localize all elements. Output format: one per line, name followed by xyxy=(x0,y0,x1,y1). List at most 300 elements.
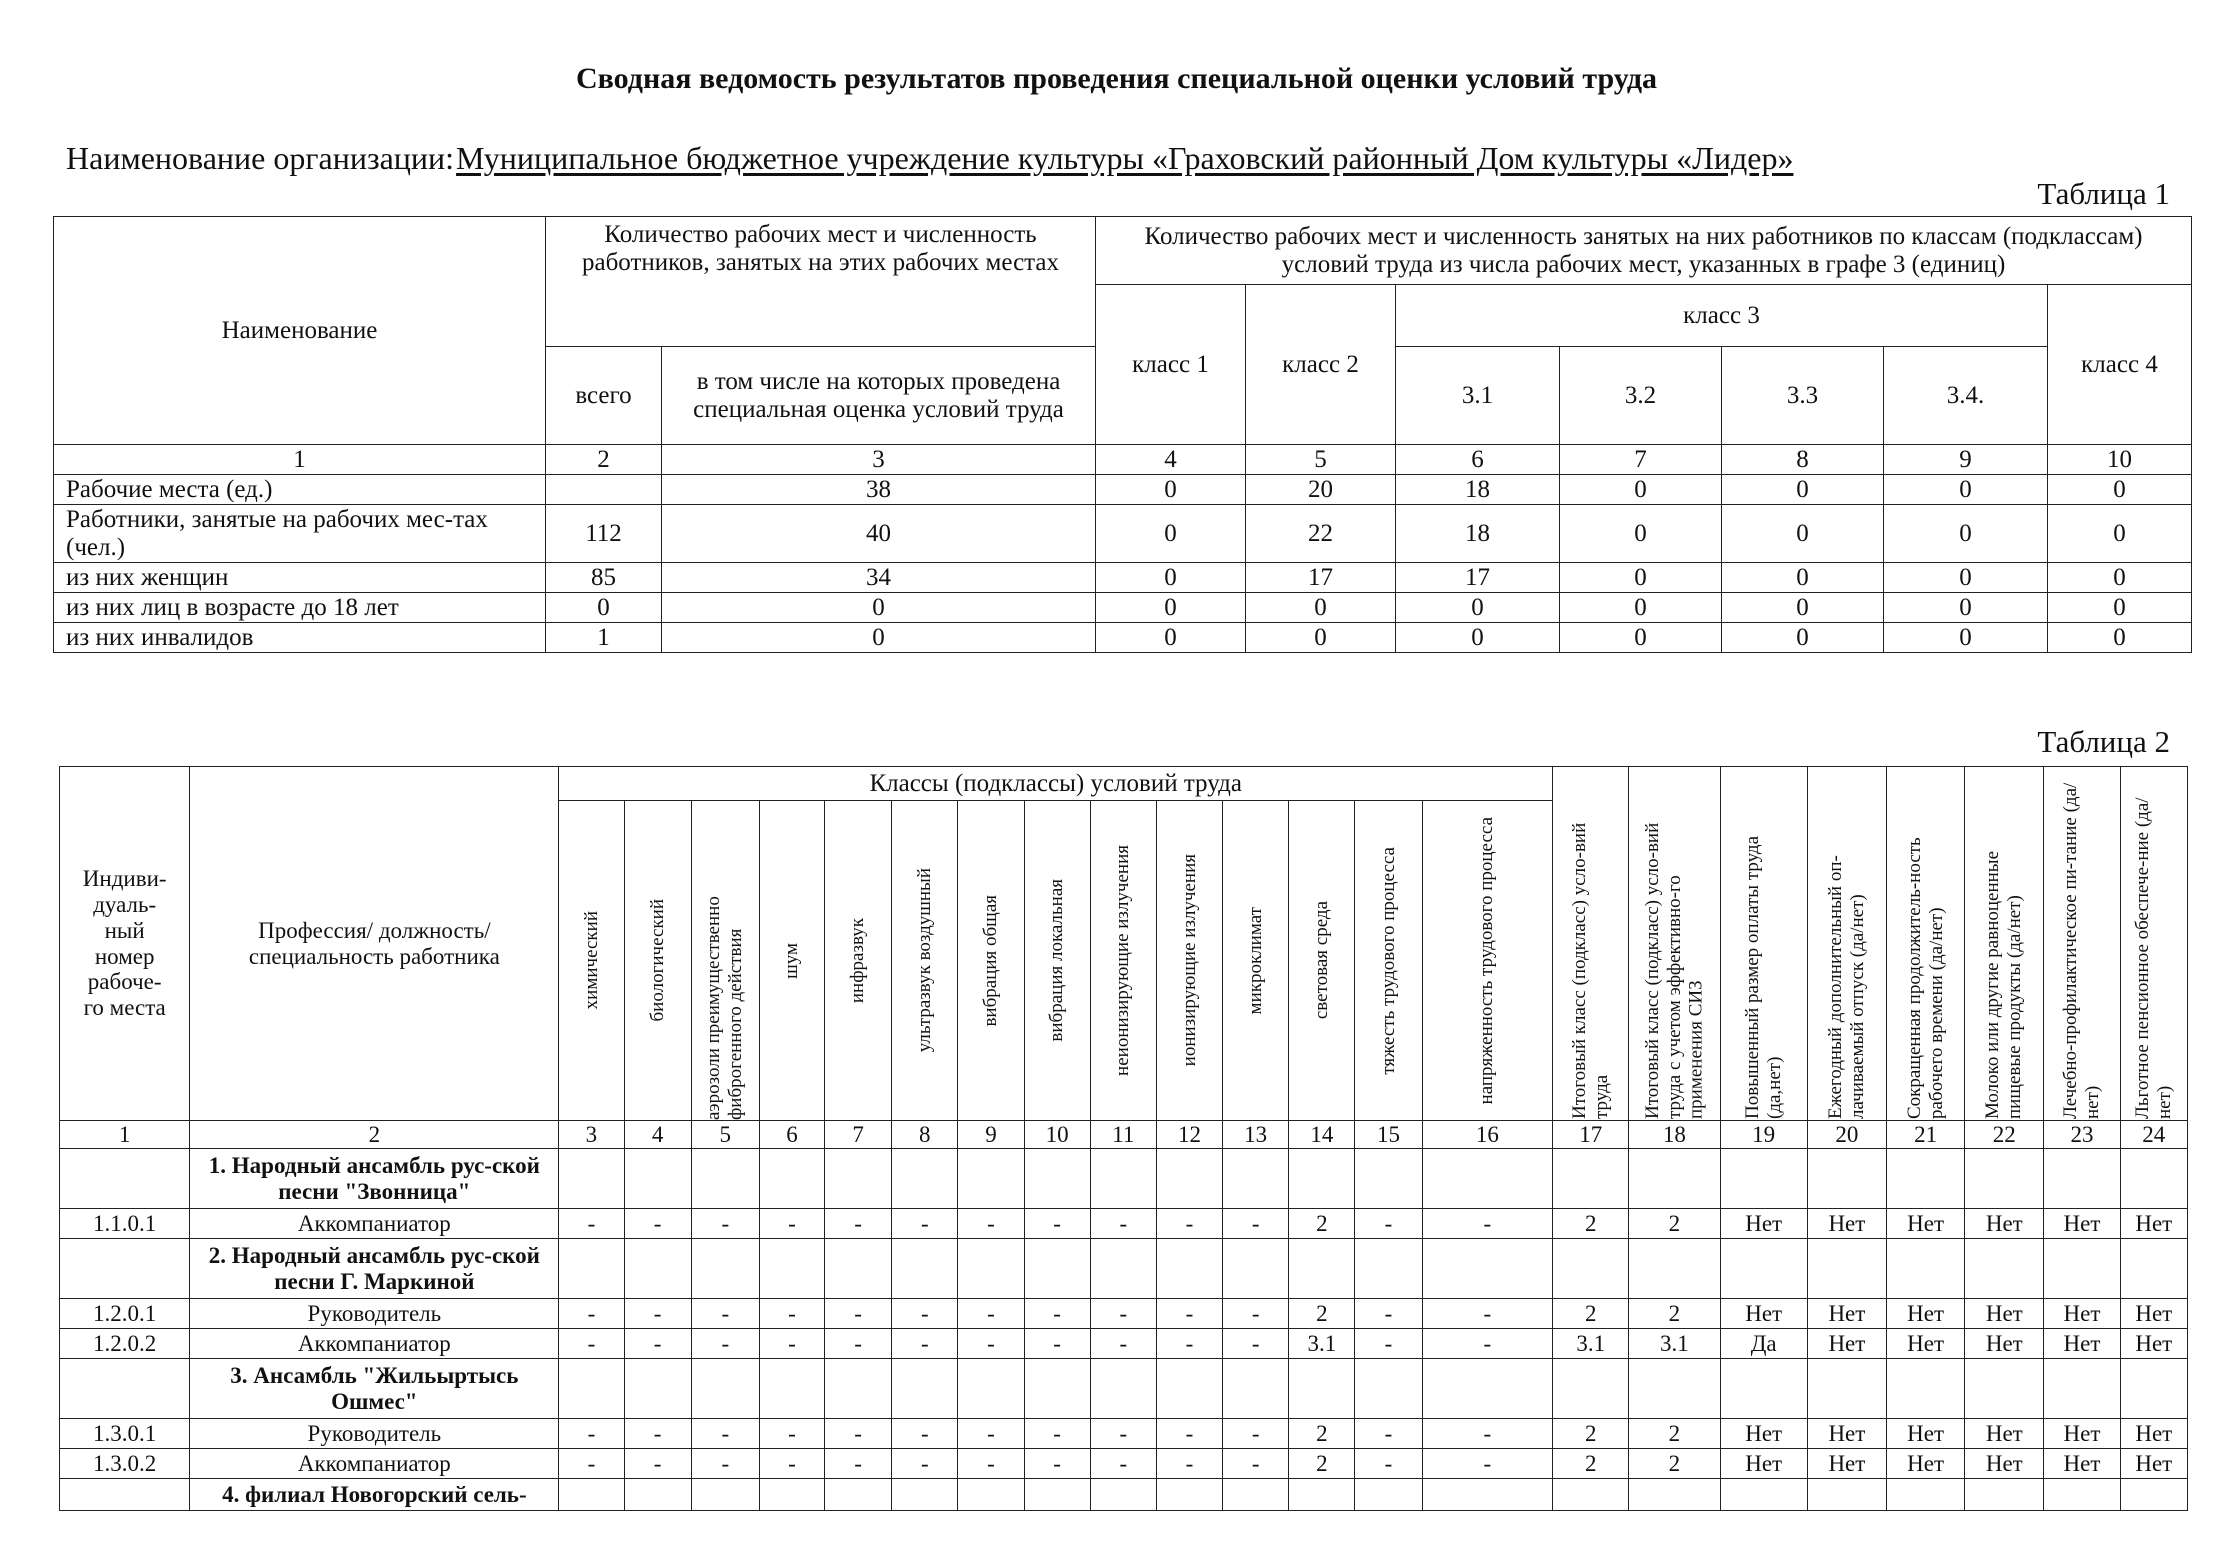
column-number: 10 xyxy=(2048,445,2192,475)
factor-header xyxy=(1289,801,1355,1121)
section-row xyxy=(60,1359,2188,1419)
table-cell-empty xyxy=(2044,1239,2120,1299)
table-cell-empty xyxy=(1024,1239,1090,1299)
table-cell: Нет xyxy=(1720,1299,1807,1329)
table-cell: - xyxy=(624,1329,691,1359)
table-cell: - xyxy=(1090,1449,1156,1479)
table-cell-empty xyxy=(624,1359,691,1419)
column-number: 1 xyxy=(60,1121,190,1149)
table-cell-empty xyxy=(1553,1479,1629,1511)
table-cell: 2 xyxy=(1629,1419,1720,1449)
table-cell: Нет xyxy=(1886,1299,1964,1329)
header-extra-vacation xyxy=(1807,767,1886,1121)
column-number: 1 xyxy=(54,445,546,475)
factor-header xyxy=(1024,801,1090,1121)
column-number: 8 xyxy=(892,1121,958,1149)
factor-header xyxy=(892,801,958,1121)
table-cell: 0 xyxy=(2048,475,2192,505)
factor-header-text: ионизирующие излучения xyxy=(1178,854,1200,1067)
table-cell: - xyxy=(958,1419,1024,1449)
column-number: 9 xyxy=(1884,445,2048,475)
header-preferential-pension xyxy=(2120,767,2187,1121)
table-cell-empty xyxy=(1553,1149,1629,1209)
table-cell: 2 xyxy=(1553,1209,1629,1239)
column-number: 12 xyxy=(1156,1121,1222,1149)
table-cell: - xyxy=(624,1449,691,1479)
table-cell: - xyxy=(1223,1209,1289,1239)
summary-header-text: Ежегодный дополнительный оп-лачиваемый отпуск (да/нет) xyxy=(1825,854,1868,1119)
factor-header xyxy=(1090,801,1156,1121)
header-class4: класс 4 xyxy=(2048,285,2192,445)
table-cell: Нет xyxy=(1965,1329,2044,1359)
header-reduced-hours xyxy=(1886,767,1964,1121)
header-class3: класс 3 xyxy=(1396,285,2048,347)
table-cell: 2 xyxy=(1629,1209,1720,1239)
table-cell: 0 xyxy=(1096,505,1246,563)
workplace-id: 1.3.0.2 xyxy=(60,1449,190,1479)
table-cell: - xyxy=(759,1209,824,1239)
table-cell: 2 xyxy=(1553,1299,1629,1329)
header-name: Наименование xyxy=(54,217,546,445)
table-cell-empty xyxy=(1090,1149,1156,1209)
header-milk xyxy=(1965,767,2044,1121)
table-cell-empty xyxy=(892,1479,958,1511)
table-cell: - xyxy=(1223,1419,1289,1449)
summary-header-text: Итоговый класс (подкласс) усло-вий труда xyxy=(1568,822,1612,1119)
header-workplace-id: Индиви-дуаль-ный номер рабоче-го места xyxy=(60,767,190,1121)
profession-name: Руководитель xyxy=(190,1299,559,1329)
column-number: 3 xyxy=(559,1121,624,1149)
factor-header xyxy=(624,801,691,1121)
table-cell-empty xyxy=(1422,1479,1553,1511)
organization-label: Наименование организации: xyxy=(66,140,455,176)
profession-name: Руководитель xyxy=(190,1419,559,1449)
table-cell-empty xyxy=(691,1149,759,1209)
table-cell: Да xyxy=(1720,1329,1807,1359)
section-title: 4. филиал Новогорский сель- xyxy=(190,1479,559,1511)
table-cell: - xyxy=(1355,1419,1422,1449)
summary-table xyxy=(53,216,2192,653)
table-cell: - xyxy=(825,1329,892,1359)
table-cell: - xyxy=(825,1209,892,1239)
table-cell: Нет xyxy=(1965,1209,2044,1239)
table-cell-empty xyxy=(1965,1359,2044,1419)
factor-header xyxy=(1355,801,1422,1121)
factor-header-text: ультразвук воздушный xyxy=(913,868,935,1053)
table-cell: 0 xyxy=(2048,505,2192,563)
table-row xyxy=(60,1419,2188,1449)
column-number: 2 xyxy=(190,1121,559,1149)
table-cell-empty xyxy=(2120,1149,2187,1209)
table-cell-empty xyxy=(1289,1239,1355,1299)
table-cell-empty xyxy=(691,1239,759,1299)
table-cell: - xyxy=(1422,1419,1553,1449)
table-cell: - xyxy=(624,1209,691,1239)
table-row xyxy=(54,475,2192,505)
column-number: 4 xyxy=(624,1121,691,1149)
table-cell: - xyxy=(825,1449,892,1479)
table-cell-empty xyxy=(691,1479,759,1511)
table-cell-empty xyxy=(1289,1149,1355,1209)
table-cell: - xyxy=(1355,1449,1422,1479)
table-cell: - xyxy=(1422,1329,1553,1359)
page-title: Сводная ведомость результатов проведения специальной оценки условий труда xyxy=(575,62,1658,95)
table-cell: 0 xyxy=(1560,505,1722,563)
table-cell-empty xyxy=(1090,1359,1156,1419)
table-cell-empty xyxy=(624,1239,691,1299)
table-cell-empty xyxy=(1553,1359,1629,1419)
table-cell-empty xyxy=(1355,1239,1422,1299)
table-cell: Нет xyxy=(1807,1449,1886,1479)
table-cell-empty xyxy=(1886,1149,1964,1209)
table-cell: 0 xyxy=(1096,563,1246,593)
table-cell: 112 xyxy=(546,505,662,563)
table-cell-empty xyxy=(1629,1149,1720,1209)
table-cell: - xyxy=(1024,1449,1090,1479)
header-summary-class-ppe xyxy=(1629,767,1720,1121)
profession-name: Аккомпаниатор xyxy=(190,1449,559,1479)
table-cell-empty xyxy=(825,1149,892,1209)
table-cell: - xyxy=(559,1449,624,1479)
table-cell: 3.1 xyxy=(1553,1329,1629,1359)
table-cell-empty xyxy=(1090,1239,1156,1299)
table-cell-empty xyxy=(1629,1239,1720,1299)
column-numbers-row xyxy=(54,445,2192,475)
factor-header-text: шум xyxy=(781,942,803,979)
factor-header-text: инфразвук xyxy=(847,917,869,1004)
table-cell: - xyxy=(691,1449,759,1479)
header-sub31: 3.1 xyxy=(1396,347,1560,445)
table-cell-empty xyxy=(1223,1149,1289,1209)
table-cell-empty xyxy=(624,1479,691,1511)
table-cell-empty xyxy=(1629,1479,1720,1511)
factor-header xyxy=(958,801,1024,1121)
table-cell: Нет xyxy=(2120,1299,2187,1329)
table-cell-empty xyxy=(1355,1149,1422,1209)
table-cell: - xyxy=(825,1299,892,1329)
table-cell-empty xyxy=(958,1239,1024,1299)
summary-header-text: Сокращенная продолжитель-ность рабочего времени (да/нет) xyxy=(1903,836,1947,1119)
factor-header-text: световая среда xyxy=(1310,901,1332,1020)
table-cell: Нет xyxy=(1807,1329,1886,1359)
header-assessed: в том числе на которых проведена специальная оценка условий труда xyxy=(662,347,1096,445)
table-cell: - xyxy=(624,1419,691,1449)
table-cell-empty xyxy=(2044,1479,2120,1511)
table-cell: - xyxy=(892,1449,958,1479)
table-cell-empty xyxy=(1223,1239,1289,1299)
table-cell-empty xyxy=(1289,1359,1355,1419)
table-cell: - xyxy=(1223,1329,1289,1359)
table-cell-empty xyxy=(2044,1359,2120,1419)
column-number: 17 xyxy=(1553,1121,1629,1149)
table-cell-empty xyxy=(559,1239,624,1299)
table-cell-empty xyxy=(1807,1239,1886,1299)
table-cell-empty xyxy=(1720,1479,1807,1511)
table-cell: Нет xyxy=(1965,1299,2044,1329)
table-cell: 0 xyxy=(1096,475,1246,505)
table-cell: 0 xyxy=(546,593,662,623)
table-cell-empty xyxy=(2044,1149,2120,1209)
table-cell: - xyxy=(958,1209,1024,1239)
column-number: 23 xyxy=(2044,1121,2120,1149)
table-cell-empty xyxy=(1024,1149,1090,1209)
table-cell-empty xyxy=(1289,1479,1355,1511)
table-cell: - xyxy=(958,1449,1024,1479)
table-cell-empty xyxy=(559,1359,624,1419)
table-cell: 2 xyxy=(1289,1299,1355,1329)
header-classes-group: Классы (подклассы) условий труда xyxy=(559,767,1553,801)
table-cell: 38 xyxy=(662,475,1096,505)
row-name: из них лиц в возрасте до 18 лет xyxy=(54,593,546,623)
header-sub34: 3.4. xyxy=(1884,347,2048,445)
factor-header-text: напряженность трудового процесса xyxy=(1476,816,1498,1105)
workplace-id: 1.3.0.1 xyxy=(60,1419,190,1449)
table-cell-empty xyxy=(60,1479,190,1511)
table-cell-empty xyxy=(1156,1149,1222,1209)
table-cell: - xyxy=(1422,1449,1553,1479)
table-cell-empty xyxy=(60,1359,190,1419)
table-cell: - xyxy=(958,1299,1024,1329)
table-cell-empty xyxy=(2120,1359,2187,1419)
table-row xyxy=(60,1449,2188,1479)
table-cell: - xyxy=(559,1329,624,1359)
table-cell: - xyxy=(1090,1419,1156,1449)
table-cell: - xyxy=(691,1299,759,1329)
table2-label: Таблица 2 xyxy=(2037,724,2170,759)
table-cell-empty xyxy=(825,1239,892,1299)
column-number: 21 xyxy=(1886,1121,1964,1149)
table-cell: 0 xyxy=(1246,623,1396,653)
table-cell: - xyxy=(892,1209,958,1239)
table-cell: 40 xyxy=(662,505,1096,563)
column-number: 5 xyxy=(691,1121,759,1149)
table-cell: 0 xyxy=(1096,593,1246,623)
table-cell: 22 xyxy=(1246,505,1396,563)
factor-header-text: аэрозоли преимущественно фиброгенного действия xyxy=(703,895,747,1120)
table-cell: Нет xyxy=(1965,1419,2044,1449)
factor-header xyxy=(1156,801,1222,1121)
column-number: 7 xyxy=(1560,445,1722,475)
column-number: 16 xyxy=(1422,1121,1553,1149)
table-cell: 0 xyxy=(1246,593,1396,623)
table-cell: 2 xyxy=(1289,1419,1355,1449)
table-row xyxy=(60,1329,2188,1359)
table-cell: - xyxy=(1156,1419,1222,1449)
table-cell-empty xyxy=(1223,1479,1289,1511)
header-total: всего xyxy=(546,347,662,445)
table-cell: 0 xyxy=(1560,475,1722,505)
table-cell: 85 xyxy=(546,563,662,593)
table-cell-empty xyxy=(1422,1359,1553,1419)
profession-name: Аккомпаниатор xyxy=(190,1329,559,1359)
column-number: 19 xyxy=(1720,1121,1807,1149)
table-cell-empty xyxy=(825,1479,892,1511)
table-cell: 0 xyxy=(1560,623,1722,653)
table-cell: Нет xyxy=(2120,1419,2187,1449)
table-cell: 0 xyxy=(2048,563,2192,593)
table-cell: Нет xyxy=(1720,1419,1807,1449)
table-cell: 0 xyxy=(1884,563,2048,593)
row-name: Рабочие места (ед.) xyxy=(54,475,546,505)
table-cell: - xyxy=(759,1449,824,1479)
table-cell: 2 xyxy=(1629,1449,1720,1479)
table-cell-empty xyxy=(546,475,662,505)
table-cell-empty xyxy=(1629,1359,1720,1419)
table-cell: 0 xyxy=(1884,623,2048,653)
table-cell: Нет xyxy=(1807,1209,1886,1239)
header-class2: класс 2 xyxy=(1246,285,1396,445)
table-cell: 17 xyxy=(1396,563,1560,593)
factor-header-text: тяжесть трудового процесса xyxy=(1377,846,1399,1075)
table-cell: - xyxy=(1156,1299,1222,1329)
table-cell-empty xyxy=(958,1479,1024,1511)
section-title: 1. Народный ансамбль рус-ской песни "Звонница" xyxy=(190,1149,559,1209)
column-number: 7 xyxy=(825,1121,892,1149)
table-cell: - xyxy=(559,1209,624,1239)
table-cell-empty xyxy=(60,1149,190,1209)
table-cell: Нет xyxy=(2044,1299,2120,1329)
table-cell-empty xyxy=(759,1479,824,1511)
table-cell-empty xyxy=(1355,1479,1422,1511)
workplace-id: 1.1.0.1 xyxy=(60,1209,190,1239)
factor-header-text: микроклимат xyxy=(1244,906,1266,1015)
table-cell: Нет xyxy=(1965,1449,2044,1479)
table-cell: Нет xyxy=(2120,1449,2187,1479)
table-cell: - xyxy=(1223,1449,1289,1479)
table-cell-empty xyxy=(691,1359,759,1419)
column-number: 10 xyxy=(1024,1121,1090,1149)
table-cell: 20 xyxy=(1246,475,1396,505)
column-number: 18 xyxy=(1629,1121,1720,1149)
workplace-id: 1.2.0.1 xyxy=(60,1299,190,1329)
table-cell: - xyxy=(1024,1209,1090,1239)
table-cell-empty xyxy=(1807,1359,1886,1419)
table-cell: Нет xyxy=(1886,1419,1964,1449)
table-cell: Нет xyxy=(2044,1209,2120,1239)
table-cell-empty xyxy=(1807,1479,1886,1511)
table-cell: 0 xyxy=(662,593,1096,623)
table-cell: - xyxy=(1024,1299,1090,1329)
table-cell-empty xyxy=(1720,1149,1807,1209)
table-cell: 34 xyxy=(662,563,1096,593)
header-summary-class xyxy=(1553,767,1629,1121)
table-row xyxy=(54,505,2192,563)
column-number: 4 xyxy=(1096,445,1246,475)
table-cell-empty xyxy=(1090,1479,1156,1511)
section-row xyxy=(60,1479,2188,1511)
table-cell: 0 xyxy=(662,623,1096,653)
row-name: из них инвалидов xyxy=(54,623,546,653)
header-sub32: 3.2 xyxy=(1560,347,1722,445)
table-cell-empty xyxy=(1965,1479,2044,1511)
column-number: 22 xyxy=(1965,1121,2044,1149)
table-cell: - xyxy=(1090,1299,1156,1329)
table-cell: 18 xyxy=(1396,505,1560,563)
table-cell: 3.1 xyxy=(1289,1329,1355,1359)
table-cell: - xyxy=(759,1299,824,1329)
table-cell: - xyxy=(825,1419,892,1449)
table-cell: 2 xyxy=(1553,1419,1629,1449)
factor-header xyxy=(825,801,892,1121)
table-cell-empty xyxy=(1355,1359,1422,1419)
table-cell: 0 xyxy=(1096,623,1246,653)
table-cell-empty xyxy=(1886,1239,1964,1299)
summary-header-text: Льготное пенсионное обеспече-ние (да/нет) xyxy=(2131,796,2175,1119)
table-cell: Нет xyxy=(1720,1449,1807,1479)
table-cell: 2 xyxy=(1289,1209,1355,1239)
table-row xyxy=(54,623,2192,653)
factor-header-text: вибрация локальная xyxy=(1046,879,1068,1042)
table-cell-empty xyxy=(1886,1359,1964,1419)
table-cell-empty xyxy=(1223,1359,1289,1419)
table-cell: 3.1 xyxy=(1629,1329,1720,1359)
section-row xyxy=(60,1239,2188,1299)
organization-line xyxy=(66,140,1793,177)
table-row xyxy=(60,1209,2188,1239)
table-cell: 0 xyxy=(1560,563,1722,593)
summary-header-text: Лечебно-профилактическое пи-тание (да/нет) xyxy=(2060,782,2103,1119)
table-cell-empty xyxy=(1024,1479,1090,1511)
table-cell: - xyxy=(1156,1449,1222,1479)
table-cell-empty xyxy=(559,1149,624,1209)
table-cell: 0 xyxy=(2048,593,2192,623)
table-cell: - xyxy=(624,1299,691,1329)
table-cell-empty xyxy=(759,1359,824,1419)
table-cell-empty xyxy=(759,1239,824,1299)
table-cell: - xyxy=(1156,1329,1222,1359)
column-number: 20 xyxy=(1807,1121,1886,1149)
table-cell: 0 xyxy=(1884,475,2048,505)
table-cell: - xyxy=(892,1419,958,1449)
table-cell: - xyxy=(691,1329,759,1359)
table-cell-empty xyxy=(1156,1479,1222,1511)
table-cell-empty xyxy=(559,1479,624,1511)
header-increased-pay xyxy=(1720,767,1807,1121)
table-cell-empty xyxy=(2120,1479,2187,1511)
table-cell: Нет xyxy=(1720,1209,1807,1239)
table-cell: Нет xyxy=(1807,1419,1886,1449)
table-cell-empty xyxy=(1965,1239,2044,1299)
section-row xyxy=(60,1149,2188,1209)
table-cell: - xyxy=(1422,1299,1553,1329)
table-cell: 17 xyxy=(1246,563,1396,593)
column-number: 5 xyxy=(1246,445,1396,475)
table-cell: 0 xyxy=(2048,623,2192,653)
column-number: 11 xyxy=(1090,1121,1156,1149)
table-cell: 0 xyxy=(1884,505,2048,563)
table-cell: Нет xyxy=(1886,1329,1964,1359)
workplace-id: 1.2.0.2 xyxy=(60,1329,190,1359)
table1-label: Таблица 1 xyxy=(2037,176,2170,211)
table-cell: 1 xyxy=(546,623,662,653)
table-cell: Нет xyxy=(2120,1329,2187,1359)
table-cell: 0 xyxy=(1722,505,1884,563)
table-cell: - xyxy=(759,1419,824,1449)
column-numbers-row xyxy=(60,1121,2188,1149)
column-number: 8 xyxy=(1722,445,1884,475)
table-cell-empty xyxy=(1422,1149,1553,1209)
column-number: 15 xyxy=(1355,1121,1422,1149)
summary-header-text: Итоговый класс (подкласс) усло-вий труда с учетом эффективно-го применения СИЗ xyxy=(1641,822,1707,1119)
table-cell: - xyxy=(1355,1299,1422,1329)
factor-header xyxy=(559,801,624,1121)
table-cell: - xyxy=(1024,1419,1090,1449)
table-cell: - xyxy=(759,1329,824,1359)
table-cell: 2 xyxy=(1553,1449,1629,1479)
table-cell-empty xyxy=(958,1359,1024,1419)
section-title: 2. Народный ансамбль рус-ской песни Г. Маркиной xyxy=(190,1239,559,1299)
table-cell: - xyxy=(1090,1329,1156,1359)
